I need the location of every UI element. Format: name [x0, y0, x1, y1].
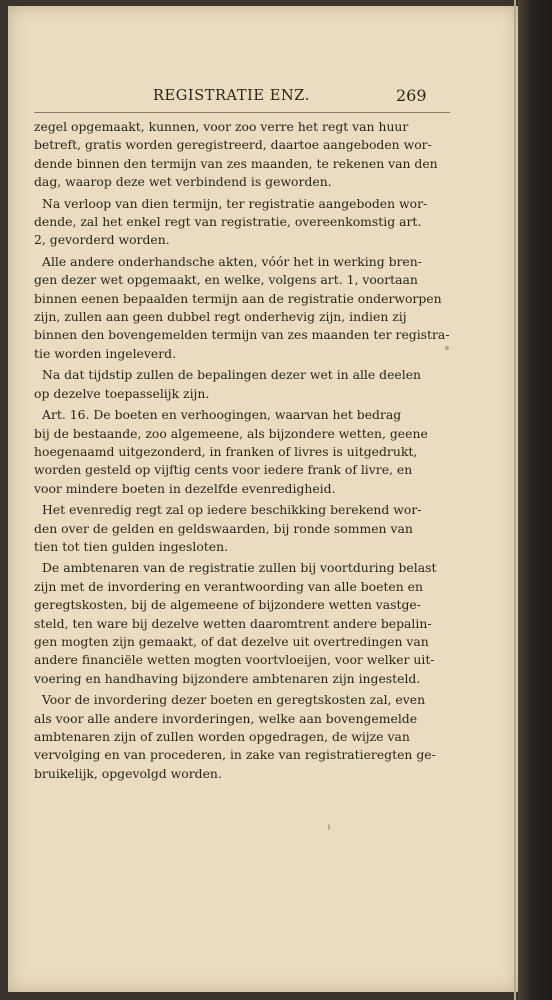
paragraph [34, 253, 450, 363]
text-line: bij de bestaande, zoo algemeene, als bijzondere wetten, geene [34, 425, 428, 441]
header-rule [34, 112, 450, 113]
text-line: Art. 16. De boeten en verhoogingen, waarvan het bedrag [42, 407, 402, 423]
paragraph [34, 195, 450, 250]
page-header [8, 88, 518, 112]
text-line: dende, zal het enkel regt van registratie, overeenkomstig art. [34, 214, 422, 230]
text-line: als voor alle andere invorderingen, welke aan bovengemelde [34, 710, 418, 726]
text-line: vervolging en van procederen, in zake van registratieregten ge- [34, 747, 436, 763]
text-line: den over de gelden en geldswaarden, bij ronde sommen van [34, 520, 413, 536]
page-edge [514, 0, 516, 1000]
text-line: Na dat tijdstip zullen de bepalingen dezer wet in alle deelen [42, 367, 422, 383]
paragraph [34, 406, 450, 498]
text-line: zijn met de invordering en verantwoording van alle boeten en [34, 578, 423, 594]
text-line: Het evenredig regt zal op iedere beschikking berekend wor- [42, 502, 422, 518]
running-title: REGISTRATIE ENZ. [153, 88, 310, 104]
text-line: ambtenaren zijn of zullen worden opgedragen, de wijze van [34, 729, 410, 744]
paragraph [34, 366, 450, 403]
text-line: tien tot tien gulden ingesloten. [34, 538, 229, 554]
text-line: tie worden ingeleverd. [34, 345, 177, 361]
page-number: 269 [396, 86, 427, 105]
text-line: zijn, zullen aan geen dubbel regt onderhevig zijn, indien zij [34, 309, 407, 325]
paper-spot [328, 824, 330, 830]
paragraph [34, 118, 450, 192]
text-line: geregtskosten, bij de algemeene of bijzondere wetten vastge- [34, 597, 421, 613]
text-line: op dezelve toepasselijk zijn. [34, 385, 210, 401]
text-line: worden gesteld op vijftig cents voor iedere frank of livre, en [34, 462, 413, 478]
paragraph [34, 691, 450, 783]
text-line: gen dezer wet opgemaakt, en welke, volgens art. 1, voortaan [34, 272, 418, 288]
page-body [34, 118, 450, 786]
text-line: steld, ten ware bij dezelve wetten daaromtrent andere bepalin- [34, 615, 432, 631]
paragraph [34, 501, 450, 556]
paper-spot [445, 346, 449, 350]
text-line: gen mogten zijn gemaakt, of dat dezelve uit overtredingen van [34, 633, 429, 649]
book-page [8, 6, 518, 992]
text-line: Alle andere onderhandsche akten, vóór het in werking bren- [42, 253, 422, 269]
text-line: andere financiële wetten mogten voortvloeijen, voor welker uit- [34, 652, 435, 668]
text-line: voor mindere boeten in dezelfde evenredigheid. [34, 480, 336, 496]
book-gutter [518, 0, 552, 1000]
paragraph [34, 559, 450, 688]
text-line: 2, gevorderd worden. [34, 232, 170, 248]
text-line: betreft, gratis worden geregistreerd, daartoe aangeboden wor- [34, 137, 432, 153]
text-line: voering en handhaving bijzondere ambtenaren zijn ingesteld. [34, 670, 421, 686]
text-line: binnen eenen bepaalden termijn aan de registratie onderworpen [34, 290, 442, 306]
text-line: dag, waarop deze wet verbindend is geworden. [34, 174, 332, 190]
text-line: binnen den bovengemelden termijn van zes maanden ter registra- [34, 327, 450, 343]
text-line: De ambtenaren van de registratie zullen bij voortduring belast [42, 560, 437, 576]
text-line: hoegenaamd uitgezonderd, in franken of livres is uitgedrukt, [34, 443, 418, 459]
text-line: Voor de invordering dezer boeten en geregtskosten zal, even [42, 692, 426, 708]
text-line: zegel opgemaakt, kunnen, voor zoo verre het regt van huur [34, 119, 409, 134]
text-line: dende binnen den termijn van zes maanden, te rekenen van den [34, 155, 438, 171]
text-line: bruikelijk, opgevolgd worden. [34, 765, 222, 781]
text-line: Na verloop van dien termijn, ter registratie aangeboden wor- [42, 195, 428, 211]
